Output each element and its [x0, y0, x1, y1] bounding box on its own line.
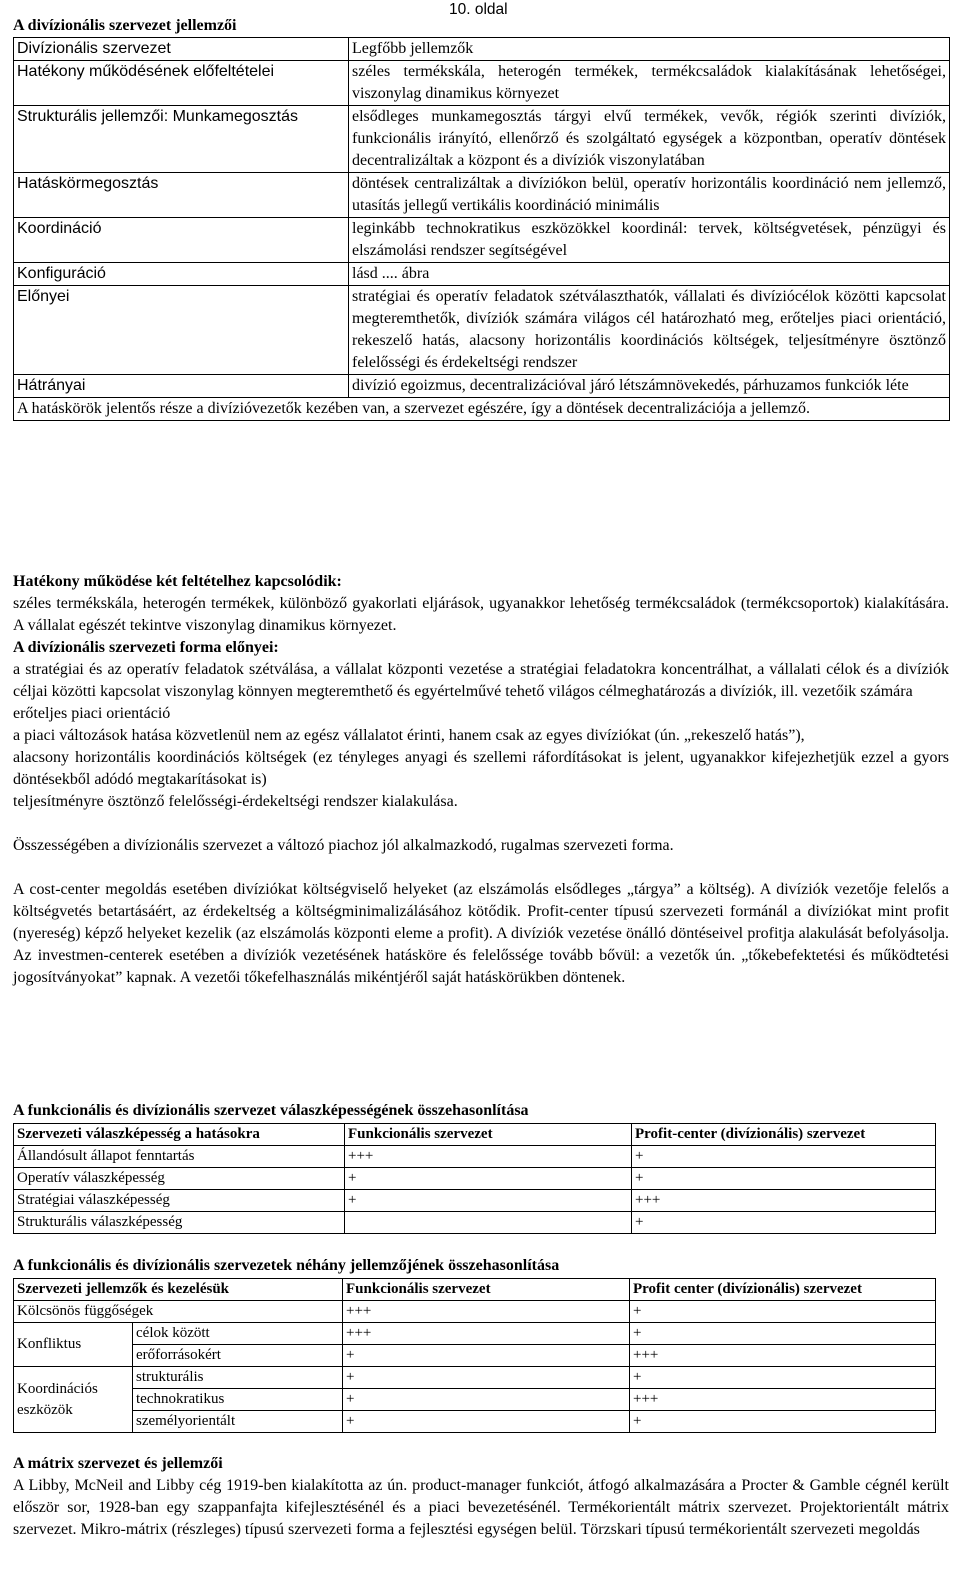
- table-cell: Stratégiai válaszképesség: [14, 1190, 345, 1212]
- table-cell: +: [632, 1146, 936, 1168]
- table-row: [14, 375, 950, 398]
- column-header: Funkcionális szervezet: [345, 1124, 632, 1146]
- table-cell: +: [630, 1301, 936, 1323]
- table-cell: +++: [345, 1146, 632, 1168]
- table-cell: Strukturális válaszképesség: [14, 1212, 345, 1234]
- conditions-section: [13, 571, 949, 989]
- row-value: elsődleges munkamegosztás tárgyi elvű termékek, vevők, régiók szerinti divíziók, funkcionális irányító, ellenőrző és szolgáltató egységek a központban, operatív döntések decentralizáltak a központ és a divíziók viszonylatában: [349, 106, 950, 173]
- cost-center-text: A cost-center megoldás esetében divíziókat költségviselő helyeket (az elszámolás elsődleges „tárgya” a költség). A divíziók vezetője felelős a költségvetés betartásáért, az érdekeltség a költségminimalizálásához kötődik. Profit-center típusú szervezeti formánál a divíziókat mint profit (nyereség) képző helyeket kezelik (az elszámolás központi eleme a profit). A divíziók vezetése önálló döntéseivel profitja alakulását befolyásolja. Az investmen-centerek esetében a divíziók vezetésének hatásköre és felelőssége tovább bővül: a vezetők ún. „tőkebefektetési és működtetési jogosítványokat” kapnak. A vezetői tőkefelhasználás mikéntjéről saját hatáskörükben döntenek.: [13, 881, 949, 986]
- conditions-heading: Hatékony működése két feltételhez kapcsolódik:: [13, 573, 342, 590]
- advantage-line: alacsony horizontális koordinációs költségek (ez tényleges anyagi és szellemi ráfordításokat is jelent, ugyanakkor kifejezhetjük ezzel a gyors döntésekből adódó megtakarításokat is): [13, 749, 949, 788]
- advantage-line: erőteljes piaci orientáció: [13, 705, 171, 722]
- row-value: divízió egoizmus, decentralizációval járó létszámnövekedés, párhuzamos funkciók léte: [349, 375, 950, 398]
- row-label: Strukturális jellemzői: Munkamegosztás: [14, 106, 349, 173]
- row-label: Hatékony működésének előfeltételei: [14, 61, 349, 106]
- table-cell: +: [343, 1367, 630, 1389]
- row-value: Legfőbb jellemzők: [349, 38, 950, 61]
- table-row: [14, 398, 950, 421]
- column-header: Funkcionális szervezet: [343, 1279, 630, 1301]
- column-header: Profit center (divízionális) szervezet: [630, 1279, 936, 1301]
- table-row: [14, 1411, 936, 1433]
- advantages-heading: A divízionális szervezeti forma előnyei:: [13, 639, 279, 656]
- table-cell: technokratikus: [133, 1389, 343, 1411]
- table-row: [14, 1389, 936, 1411]
- table-header-row: [14, 1279, 936, 1301]
- row-value: stratégiai és operatív feladatok szétválaszthatók, vállalati és divíziócélok közötti kapcsolat megteremthetők, divíziók számára világos cél határozható meg, erőteljes piaci orientáció, rekeszelő hatás, alacsony horizontális koordinációs költségek, teljesítményre ösztönző felelősségi és érdekeltségi rendszer: [349, 286, 950, 375]
- table-cell: +: [630, 1411, 936, 1433]
- table-cell: Operatív válaszképesség: [14, 1168, 345, 1190]
- conditions-text: széles termékskála, heterogén termékek, különböző gyakorlati eljárások, ugyanakkor lehetőség termékcsaládok (termékcsoportok) kialakítására. A vállalat egészét tekintve viszonylag dinamikus környezet.: [13, 595, 949, 634]
- table-cell: [345, 1212, 632, 1234]
- row-label: Koordináció: [14, 218, 349, 263]
- column-header: Szervezeti jellemzők és kezelésük: [14, 1279, 343, 1301]
- column-header: Szervezeti válaszképesség a hatásokra: [14, 1124, 345, 1146]
- responsiveness-table-title: A funkcionális és divízionális szervezet válaszképességének összehasonlítása: [13, 1102, 529, 1119]
- row-label: Divízionális szervezet: [14, 38, 349, 61]
- advantage-line: teljesítményre ösztönző felelősségi-érdekeltségi rendszer kialakulása.: [13, 793, 458, 810]
- table-cell: +: [343, 1411, 630, 1433]
- row-label: Konfiguráció: [14, 263, 349, 286]
- table-row: [14, 61, 950, 106]
- page-number: 10. oldal: [449, 1, 508, 18]
- row-value: döntések centralizáltak a divíziókon belül, operatív horizontális koordináció nem jellemző, utasítás jellegű vertikális koordináció minimális: [349, 173, 950, 218]
- characteristics-table-title: A funkcionális és divízionális szervezetek néhány jellemzőjének összehasonlítása: [13, 1257, 560, 1274]
- matrix-section: [13, 1453, 949, 1541]
- group-label: Koordinációs eszközök: [14, 1367, 133, 1433]
- table-row: [14, 1212, 936, 1234]
- group-label: Konfliktus: [14, 1323, 133, 1367]
- row-value: leginkább technokratikus eszközökkel koordinál: tervek, költségvetések, pénzügyi és elszámolási rendszer segítségével: [349, 218, 950, 263]
- table-cell: +++: [630, 1345, 936, 1367]
- row-label: Hátrányai: [14, 375, 349, 398]
- table-cell: +: [345, 1190, 632, 1212]
- table-row: [14, 1367, 936, 1389]
- table-row: [14, 218, 950, 263]
- table-row: [14, 286, 950, 375]
- matrix-title: A mátrix szervezet és jellemzői: [13, 1455, 223, 1472]
- table-cell: +++: [343, 1301, 630, 1323]
- table-header-row: [14, 1124, 936, 1146]
- table-cell: személyorientált: [133, 1411, 343, 1433]
- table-cell: erőforrásokért: [133, 1345, 343, 1367]
- table-cell: +: [630, 1367, 936, 1389]
- advantage-line: a stratégiai és az operatív feladatok szétválása, a vállalat központi vezetése a stratégiai feladatokra koncentrálhat, a vállalati célok és a divíziók céljai közötti kapcsolat viszonylag könnyen megteremthető és egyértelművé tehető világos célmeghatározás a divíziók, ill. vezetőik számára: [13, 661, 949, 700]
- table-row: [14, 1345, 936, 1367]
- table-cell: +: [632, 1168, 936, 1190]
- table-cell: +: [345, 1168, 632, 1190]
- table-row: [14, 263, 950, 286]
- summary-text: Összességében a divízionális szervezet a változó piachoz jól alkalmazkodó, rugalmas szervezeti forma.: [13, 837, 674, 854]
- table-cell: +++: [630, 1389, 936, 1411]
- table-cell: Kölcsönös függőségek: [14, 1301, 343, 1323]
- table-row: [14, 106, 950, 173]
- after-table-note: A hatáskörök jelentős része a divízióvezetők kezében van, a szervezet egészére, így a döntések decentralizációja a jellemző.: [14, 398, 950, 421]
- table-cell: +++: [343, 1323, 630, 1345]
- table-cell: +: [630, 1323, 936, 1345]
- table-cell: +: [632, 1212, 936, 1234]
- table-row: [14, 1323, 936, 1345]
- row-label: Hatáskörmegosztás: [14, 173, 349, 218]
- divisional-characteristics-table: [13, 37, 950, 421]
- table-cell: +++: [632, 1190, 936, 1212]
- column-header: Profit-center (divízionális) szervezet: [632, 1124, 936, 1146]
- responsiveness-table: [13, 1123, 936, 1234]
- table-row: [14, 38, 950, 61]
- row-value: széles termékskála, heterogén termékek, termékcsaládok kialakításának lehetőségei, viszonylag dinamikus környezet: [349, 61, 950, 106]
- table-cell: célok között: [133, 1323, 343, 1345]
- table-row: [14, 1168, 936, 1190]
- table-row: [14, 1146, 936, 1168]
- table-row: [14, 1301, 936, 1323]
- table-cell: +: [343, 1389, 630, 1411]
- matrix-text: A Libby, McNeil and Libby cég 1919-ben kialakította az ún. product-manager funkciót, átfogó alkalmazására a Procter & Gamble cégnél került először sor, 1928-ban egy szappanfajta kifejlesztésénél és a piaci bevezetésénél. Termékorientált mátrix szervezet. Projektorientált mátrix szervezet. Mikro-mátrix (részleges) típusú szervezeti forma a fejlesztési egységen belül. Törzskari típusú termékorientált szervezeti megoldás: [13, 1477, 949, 1538]
- table-row: [14, 173, 950, 218]
- table-cell: strukturális: [133, 1367, 343, 1389]
- row-label: Előnyei: [14, 286, 349, 375]
- row-value: lásd .... ábra: [349, 263, 950, 286]
- characteristics-table: [13, 1278, 936, 1433]
- section-title-divisional: A divízionális szervezet jellemzői: [13, 17, 237, 34]
- table-cell: Állandósult állapot fenntartás: [14, 1146, 345, 1168]
- table-row: [14, 1190, 936, 1212]
- table-cell: +: [343, 1345, 630, 1367]
- advantage-line: a piaci változások hatása közvetlenül nem az egész vállalatot érinti, hanem csak az egyes divíziókat (ún. „rekeszelő hatás”),: [13, 727, 805, 744]
